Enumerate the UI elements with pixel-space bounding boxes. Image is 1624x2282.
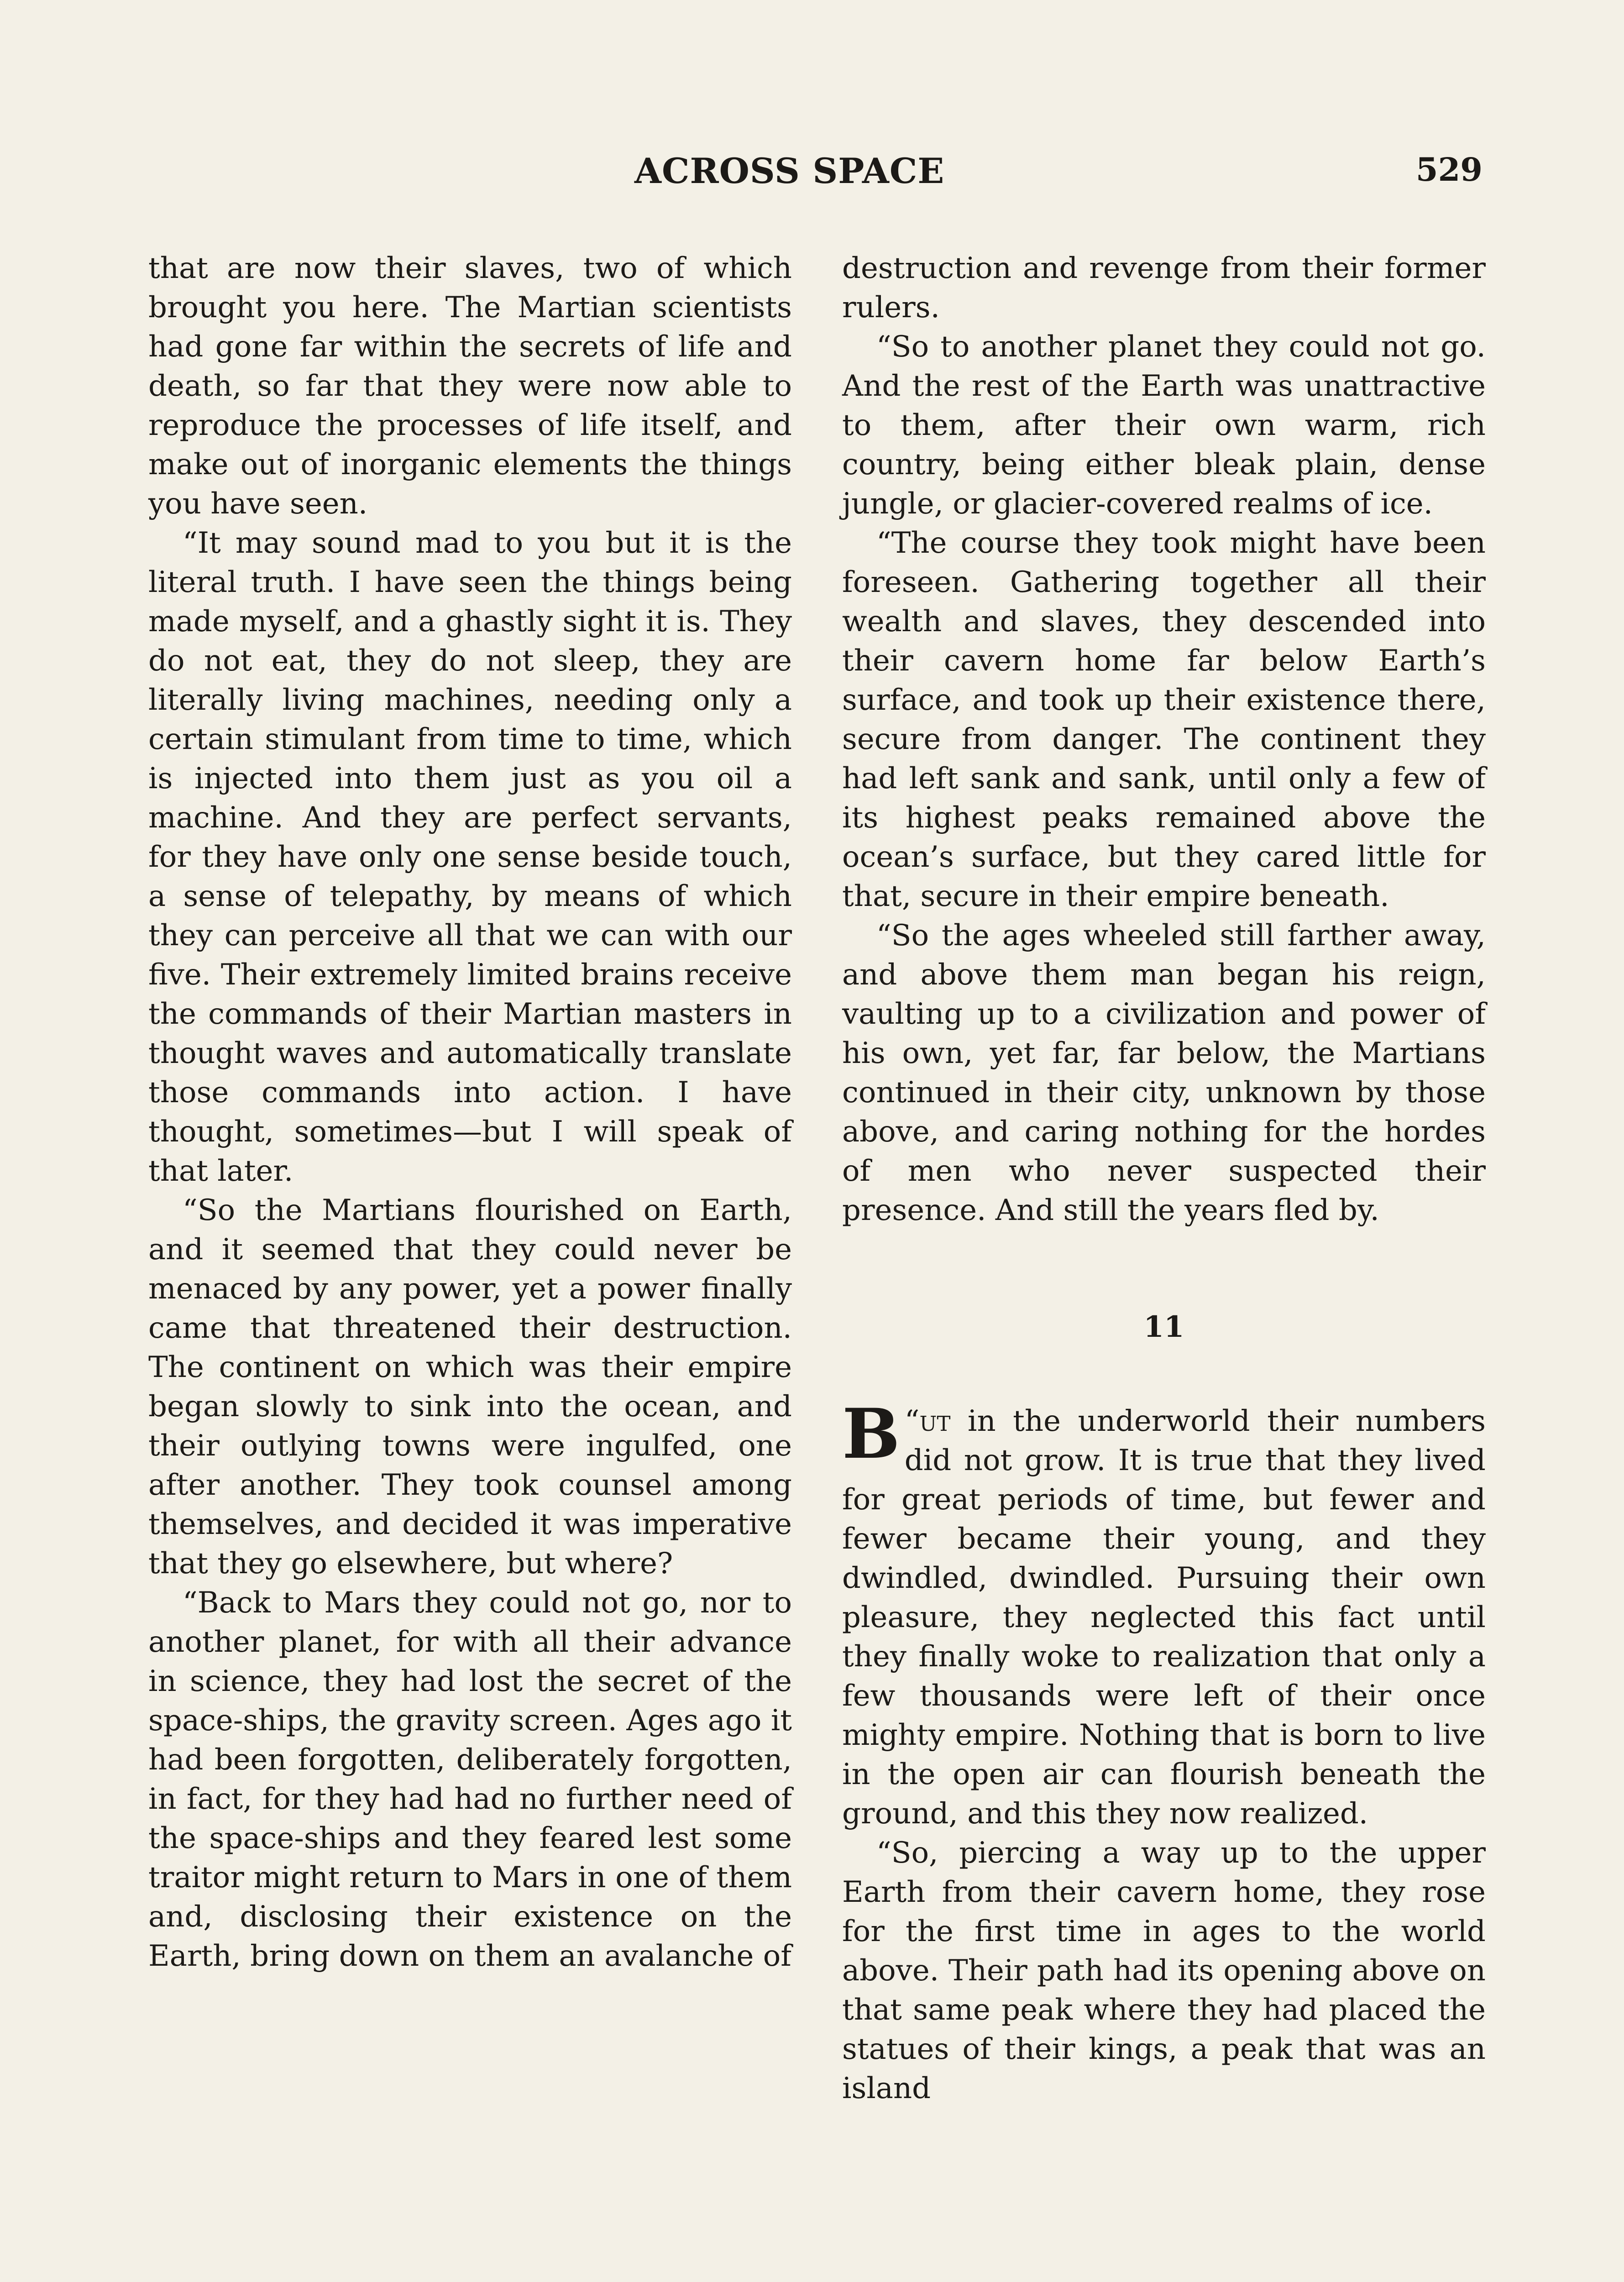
paragraph: “It may sound mad to you but it is the literal truth. I have seen the things being made myself, and a ghastly sight it is. They do not eat, they do not sleep, they are literally living machines, needing only a certain stimulant from time to time, which is injected into them just as you oil a machine. And they are perfect servants, for they have only one sense beside touch, a sense of telepathy, by means of which they can perceive all that we can with our five. Their extremely limited brains receive the commands of their Martian masters in thought waves and automatically translate those commands into action. I have thought, sometimes—but I will speak of that later. [148, 526, 792, 1188]
drop-cap-paragraph [842, 1394, 1486, 1833]
drop-cap: B [842, 1394, 900, 1474]
paragraph: that are now their slaves, two of which brought you here. The Martian scientists had gone far within the secrets of life and death, so far that they were now able to reproduce the processes of life itself, and make out of inorganic elements the things you have seen. [148, 251, 792, 521]
right-column [842, 249, 1486, 2108]
lead-smallcaps: ut [919, 1404, 951, 1438]
paragraph: “So to another planet they could not go. And the rest of the Earth was unattractive to them, after their own warm, rich country, being either bleak plain, dense jungle, or glacier-covered realms of ice. [842, 330, 1486, 521]
running-title: ACROSS SPACE [634, 151, 945, 191]
drop-paragraph-text: in the underworld their numbers did not grow. It is true that they lived for great periods of time, but fewer and fewer became their young, and they dwindled, dwindled. Pursuing their own pleasure, they neglected this fact until they finally woke to realization that only a few thousands were left of their once mighty empire. Nothing that is born to live in the open air can flourish beneath the ground, and this they now realized. [842, 1404, 1486, 1831]
page-header [0, 151, 1624, 201]
paragraph: destruction and revenge from their former rulers. [842, 251, 1486, 325]
left-column [148, 249, 792, 1976]
paragraph: “The course they took might have been foreseen. Gathering together all their wealth and slaves, they descended into their cavern home far below Earth’s surface, and took up their existence there, secure from danger. The continent they had left sank and sank, until only a few of its highest peaks remained above the ocean’s surface, but they cared little for that, secure in their empire beneath. [842, 526, 1486, 913]
section-number: 11 [1143, 1310, 1184, 1344]
paragraph: “So, piercing a way up to the upper Earth from their cavern home, they rose for the first time in ages to the world above. Their path had its opening above on that same peak where they had placed the statues of their kings, a peak that was an island [842, 1836, 1486, 2105]
paragraph: “So the ages wheeled still farther away, and above them man began his reign, vaulting up to a civilization and power of his own, yet far, far below, the Martians continued in their city, unknown by those above, and caring nothing for the hordes of men who never suspected their presence. And still the years fled by. [842, 919, 1486, 1227]
paragraph: “So the Martians flourished on Earth, and it seemed that they could never be menaced by any power, yet a power finally came that threatened their destruction. The continent on which was their empire began slowly to sink into the ocean, and their outlying towns were ingulfed, one after another. They took counsel among themselves, and decided it was imperative that they go elsewhere, but where? [148, 1193, 792, 1581]
paragraph: “Back to Mars they could not go, nor to another planet, for with all their advance in science, they had lost the secret of the space-ships, the gravity screen. Ages ago it had been forgotten, deliberately forgotten, in fact, for they had had no further need of the space-ships and they feared lest some traitor might return to Mars in one of them and, disclosing their existence on the Earth, bring down on them an avalanche of [148, 1586, 792, 1973]
opening-quote: “ [904, 1404, 920, 1438]
page-number: 529 [1415, 151, 1483, 188]
